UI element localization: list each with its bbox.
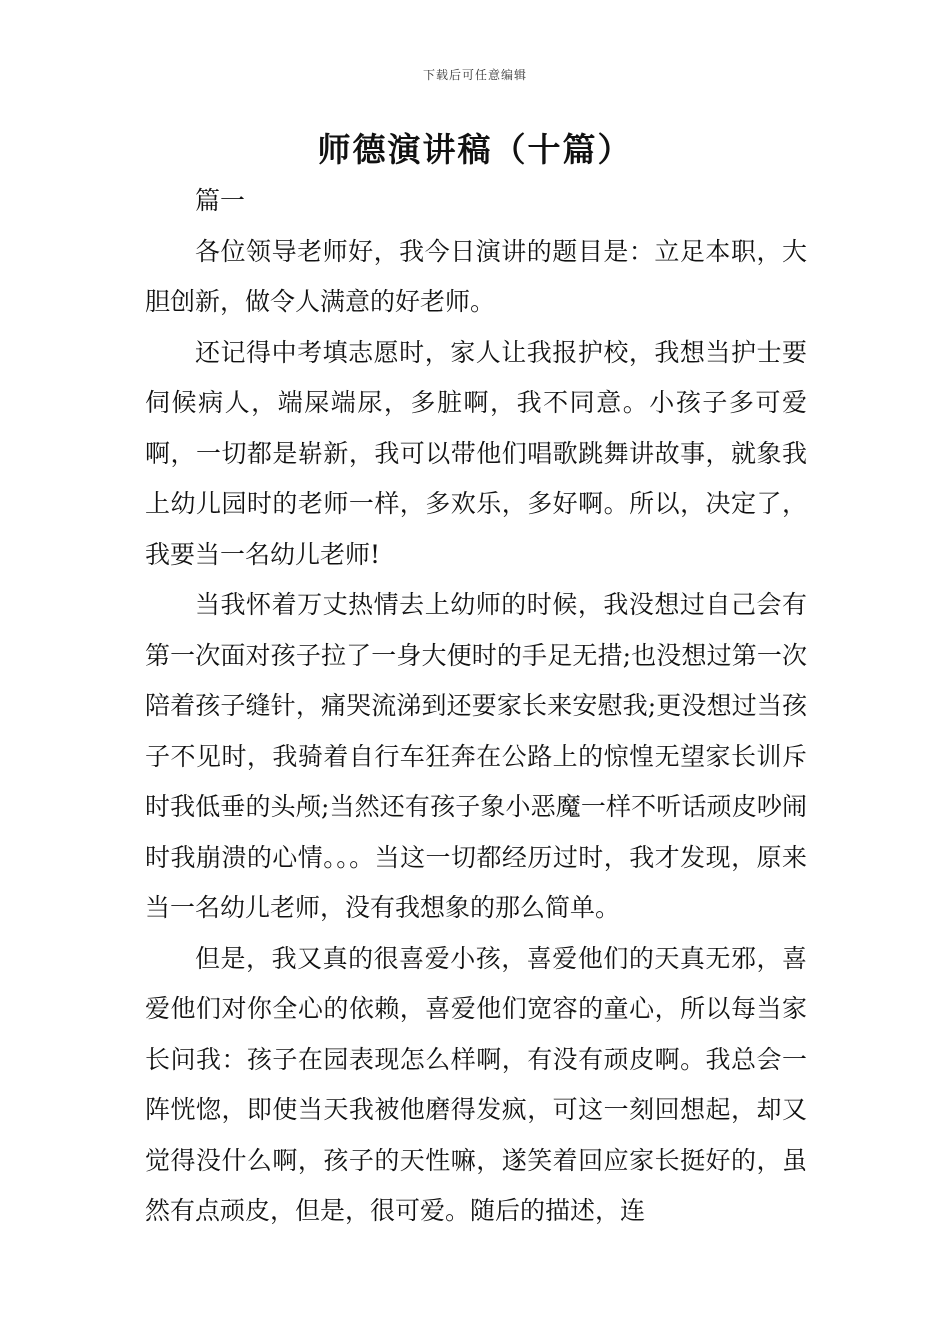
- document-title: 师德演讲稿（十篇）: [317, 130, 633, 169]
- header-note: 下载后可任意编辑: [422, 68, 527, 82]
- paragraph-3: 当我怀着万丈热情去上幼师的时候，我没想过自己会有第一次面对孩子拉了一身大便时的手足无措;也没想过第一次陪着孩子缝针，痛哭流涕到还要家长来安慰我;更没想过当孩子不见时，我骑着自行车狂奔在公路上的惊惶无望家长训斥时我低垂的头颅;当然还有孩子象小恶魔一样不听话顽皮吵闹时我崩溃的心情。。。当这一切都经历过时，我才发现，原来当一名幼儿老师，没有我想象的那么简单。: [145, 590, 807, 922]
- paragraph-2: 还记得中考填志愿时，家人让我报护校，我想当护士要伺候病人，端屎端尿，多脏啊，我不同意。小孩子多可爱啊，一切都是崭新，我可以带他们唱歌跳舞讲故事，就象我上幼儿园时的老师一样，多欢乐，多好啊。所以，决定了，我要当一名幼儿老师!: [145, 337, 807, 569]
- paragraph-1: 各位领导老师好，我今日演讲的题目是：立足本职，大胆创新，做令人满意的好老师。: [145, 236, 807, 316]
- document-body: [145, 176, 807, 1237]
- section-label: 篇一: [195, 186, 246, 215]
- paragraph-4: 但是，我又真的很喜爱小孩，喜爱他们的天真无邪，喜爱他们对你全心的依赖，喜爱他们宽容的童心，所以每当家长问我：孩子在园表现怎么样啊，有没有顽皮啊。我总会一阵恍惚，即使当天我被他磨得发疯，可这一刻回想起，却又觉得没什么啊，孩子的天性嘛，遂笑着回应家长挺好的，虽然有点顽皮，但是，很可爱。随后的描述，连: [145, 943, 807, 1225]
